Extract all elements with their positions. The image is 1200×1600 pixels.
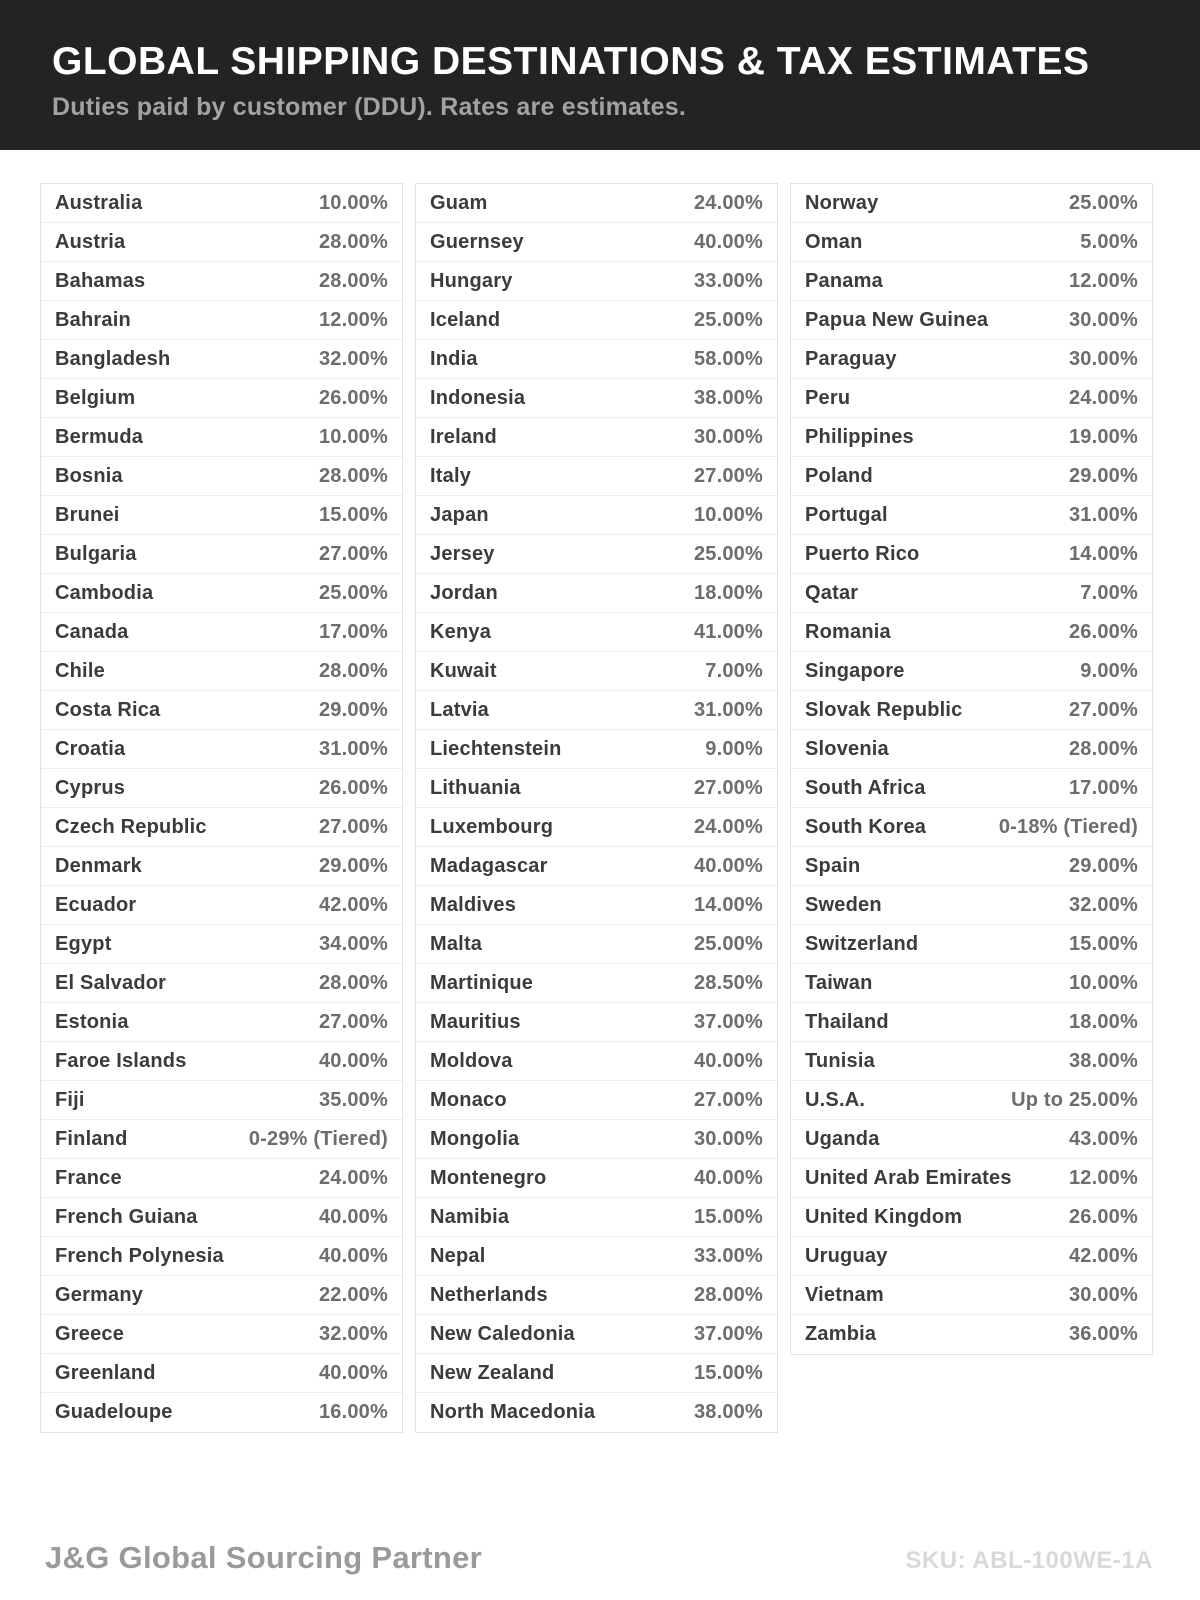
country-name: Cambodia xyxy=(55,581,154,604)
rate-value: 17.00% xyxy=(1068,776,1138,799)
country-name: Cyprus xyxy=(55,776,126,799)
rate-value: 0-29% (Tiered) xyxy=(248,1127,388,1150)
country-name: Fiji xyxy=(55,1088,85,1111)
rate-value: 24.00% xyxy=(318,1166,388,1189)
country-name: Germany xyxy=(55,1283,144,1306)
rate-value: 9.00% xyxy=(1080,659,1138,682)
table-row xyxy=(416,691,777,730)
country-name: Iceland xyxy=(430,308,501,331)
rate-value: 33.00% xyxy=(693,269,763,292)
rate-value: 25.00% xyxy=(693,932,763,955)
rate-value: 40.00% xyxy=(318,1049,388,1072)
table-row xyxy=(791,808,1152,847)
country-name: Greece xyxy=(55,1322,125,1345)
rate-value: 31.00% xyxy=(693,698,763,721)
table-row xyxy=(41,1042,402,1081)
table-row xyxy=(41,808,402,847)
rate-value: 28.00% xyxy=(318,230,388,253)
table-row xyxy=(416,574,777,613)
country-name: Czech Republic xyxy=(55,815,207,838)
table-row xyxy=(791,1159,1152,1198)
country-name: Chile xyxy=(55,659,105,682)
table-row xyxy=(791,379,1152,418)
country-name: Spain xyxy=(805,854,861,877)
rate-value: 28.00% xyxy=(693,1283,763,1306)
table-row xyxy=(41,613,402,652)
table-row xyxy=(41,847,402,886)
rate-value: 31.00% xyxy=(1068,503,1138,526)
rate-value: 30.00% xyxy=(693,1127,763,1150)
country-name: Kenya xyxy=(430,620,492,643)
table-row xyxy=(791,262,1152,301)
table-row xyxy=(791,1042,1152,1081)
rate-value: 27.00% xyxy=(693,776,763,799)
rate-value: 32.00% xyxy=(1068,893,1138,916)
country-name: Croatia xyxy=(55,737,126,760)
country-name: Greenland xyxy=(55,1361,156,1384)
rate-value: 35.00% xyxy=(318,1088,388,1111)
country-name: Egypt xyxy=(55,932,112,955)
country-name: Costa Rica xyxy=(55,698,161,721)
table-row xyxy=(791,886,1152,925)
country-name: Poland xyxy=(805,464,873,487)
table-row xyxy=(416,847,777,886)
rate-value: 15.00% xyxy=(693,1205,763,1228)
country-name: Tunisia xyxy=(805,1049,875,1072)
country-name: Papua New Guinea xyxy=(805,308,989,331)
rate-value: 41.00% xyxy=(693,620,763,643)
country-name: Jordan xyxy=(430,581,498,604)
rate-value: 29.00% xyxy=(318,698,388,721)
country-name: Kuwait xyxy=(430,659,497,682)
table-row xyxy=(41,535,402,574)
country-name: Monaco xyxy=(430,1088,507,1111)
rate-value: 15.00% xyxy=(318,503,388,526)
country-name: El Salvador xyxy=(55,971,167,994)
page-subtitle: Duties paid by customer (DDU). Rates are estimates. xyxy=(52,92,687,121)
rate-value: 27.00% xyxy=(318,542,388,565)
rate-value: 22.00% xyxy=(318,1283,388,1306)
rate-value: 34.00% xyxy=(318,932,388,955)
rate-value: 31.00% xyxy=(318,737,388,760)
table-row xyxy=(791,964,1152,1003)
table-row xyxy=(791,1237,1152,1276)
rate-value: 14.00% xyxy=(1068,542,1138,565)
country-name: Bahrain xyxy=(55,308,131,331)
rate-value: 18.00% xyxy=(693,581,763,604)
rate-value: 40.00% xyxy=(693,1166,763,1189)
table-row xyxy=(791,457,1152,496)
country-name: Guadeloupe xyxy=(55,1401,173,1423)
table-row xyxy=(416,1393,777,1432)
table-row xyxy=(791,730,1152,769)
country-name: New Caledonia xyxy=(430,1322,575,1345)
rate-value: 58.00% xyxy=(693,347,763,370)
brand-name: J&G Global Sourcing Partner xyxy=(45,1540,483,1575)
country-name: Mongolia xyxy=(430,1127,520,1150)
table-row xyxy=(416,1198,777,1237)
rate-value: 28.00% xyxy=(1068,737,1138,760)
country-name: United Kingdom xyxy=(805,1205,963,1228)
country-name: Switzerland xyxy=(805,932,919,955)
rate-value: 14.00% xyxy=(693,893,763,916)
rate-value: 0-18% (Tiered) xyxy=(998,815,1138,838)
country-name: Austria xyxy=(55,230,126,253)
table-row xyxy=(416,652,777,691)
rate-value: 10.00% xyxy=(693,503,763,526)
country-name: South Africa xyxy=(805,776,926,799)
country-name: Moldova xyxy=(430,1049,513,1072)
table-row xyxy=(41,223,402,262)
table-row xyxy=(41,1393,402,1432)
table-row xyxy=(41,1315,402,1354)
rate-value: 24.00% xyxy=(693,191,763,214)
country-name: Bulgaria xyxy=(55,542,137,565)
country-name: Japan xyxy=(430,503,489,526)
rate-value: 16.00% xyxy=(318,1401,388,1423)
table-row xyxy=(41,340,402,379)
country-name: Vietnam xyxy=(805,1283,884,1306)
table-row xyxy=(791,223,1152,262)
rate-value: 29.00% xyxy=(318,854,388,877)
rate-value: 37.00% xyxy=(693,1010,763,1033)
rate-value: 32.00% xyxy=(318,1322,388,1345)
table-column-3 xyxy=(790,183,1153,1355)
table-row xyxy=(416,184,777,223)
rate-value: 37.00% xyxy=(693,1322,763,1345)
rate-value: 28.50% xyxy=(693,971,763,994)
country-name: Namibia xyxy=(430,1205,510,1228)
country-name: Estonia xyxy=(55,1010,129,1033)
rate-value: 18.00% xyxy=(1068,1010,1138,1033)
table-row xyxy=(791,1276,1152,1315)
rate-value: 33.00% xyxy=(693,1244,763,1267)
table-row xyxy=(791,418,1152,457)
table-row xyxy=(416,535,777,574)
table-row xyxy=(791,184,1152,223)
country-name: Luxembourg xyxy=(430,815,554,838)
country-name: Italy xyxy=(430,464,472,487)
rate-value: 28.00% xyxy=(318,659,388,682)
country-name: Jersey xyxy=(430,542,495,565)
country-name: French Polynesia xyxy=(55,1244,224,1267)
rate-value: 38.00% xyxy=(693,386,763,409)
rate-value: 7.00% xyxy=(1080,581,1138,604)
rate-value: 19.00% xyxy=(1068,425,1138,448)
table-column-2 xyxy=(415,183,778,1433)
rate-value: 27.00% xyxy=(1068,698,1138,721)
table-row xyxy=(41,379,402,418)
table-row xyxy=(416,418,777,457)
country-name: Madagascar xyxy=(430,854,548,877)
page-title: GLOBAL SHIPPING DESTINATIONS & TAX ESTIMATES xyxy=(52,40,1090,83)
table-row xyxy=(416,613,777,652)
country-name: Latvia xyxy=(430,698,490,721)
rate-value: 28.00% xyxy=(318,269,388,292)
rate-value: 28.00% xyxy=(318,464,388,487)
rate-value: 10.00% xyxy=(318,425,388,448)
country-name: France xyxy=(55,1166,122,1189)
table-row xyxy=(41,1354,402,1393)
country-name: Paraguay xyxy=(805,347,897,370)
country-name: Bangladesh xyxy=(55,347,171,370)
rate-value: 42.00% xyxy=(318,893,388,916)
table-row xyxy=(791,496,1152,535)
rate-value: 43.00% xyxy=(1068,1127,1138,1150)
rate-value: 32.00% xyxy=(318,347,388,370)
country-name: Hungary xyxy=(430,269,513,292)
country-name: Panama xyxy=(805,269,883,292)
table-row xyxy=(41,1159,402,1198)
country-name: Zambia xyxy=(805,1323,877,1345)
rate-value: 27.00% xyxy=(318,815,388,838)
country-name: Malta xyxy=(430,932,483,955)
rate-value: 25.00% xyxy=(318,581,388,604)
rate-value: 30.00% xyxy=(693,425,763,448)
table-row xyxy=(791,340,1152,379)
country-name: Romania xyxy=(805,620,891,643)
rate-value: 40.00% xyxy=(693,854,763,877)
table-row xyxy=(41,1198,402,1237)
rate-value: 17.00% xyxy=(318,620,388,643)
page-header xyxy=(0,0,1200,150)
rate-value: 29.00% xyxy=(1068,854,1138,877)
table-row xyxy=(41,769,402,808)
country-name: Guam xyxy=(430,191,488,214)
country-name: Ecuador xyxy=(55,893,137,916)
rate-value: 15.00% xyxy=(1068,932,1138,955)
table-row xyxy=(416,1276,777,1315)
rate-value: 40.00% xyxy=(693,1049,763,1072)
country-name: U.S.A. xyxy=(805,1088,866,1111)
table-row xyxy=(791,1120,1152,1159)
table-row xyxy=(791,613,1152,652)
country-name: Bermuda xyxy=(55,425,144,448)
country-name: Lithuania xyxy=(430,776,521,799)
table-row xyxy=(41,1120,402,1159)
country-name: Martinique xyxy=(430,971,534,994)
country-name: Nepal xyxy=(430,1244,486,1267)
country-name: Australia xyxy=(55,191,143,214)
country-name: Norway xyxy=(805,191,879,214)
rate-value: 27.00% xyxy=(693,1088,763,1111)
country-name: North Macedonia xyxy=(430,1401,596,1423)
table-row xyxy=(416,496,777,535)
country-name: Qatar xyxy=(805,581,859,604)
rate-value: 30.00% xyxy=(1068,308,1138,331)
country-name: New Zealand xyxy=(430,1361,555,1384)
sku-label: SKU: ABL-100WE-1A xyxy=(905,1547,1153,1574)
rate-value: 26.00% xyxy=(1068,1205,1138,1228)
rate-value: 5.00% xyxy=(1080,230,1138,253)
table-row xyxy=(416,769,777,808)
table-row xyxy=(791,652,1152,691)
table-row xyxy=(41,574,402,613)
table-row xyxy=(41,496,402,535)
rate-value: 40.00% xyxy=(693,230,763,253)
rate-value: 12.00% xyxy=(1068,1166,1138,1189)
table-row xyxy=(791,691,1152,730)
table-row xyxy=(791,1315,1152,1354)
country-name: Guernsey xyxy=(430,230,524,253)
table-row xyxy=(416,964,777,1003)
tax-rate-table xyxy=(40,183,1153,1433)
rate-value: 38.00% xyxy=(693,1401,763,1423)
table-column-1 xyxy=(40,183,403,1433)
table-row xyxy=(416,1003,777,1042)
country-name: India xyxy=(430,347,478,370)
table-row xyxy=(791,301,1152,340)
rate-value: 25.00% xyxy=(693,542,763,565)
table-row xyxy=(416,1081,777,1120)
table-row xyxy=(41,1237,402,1276)
rate-value: 25.00% xyxy=(1068,191,1138,214)
table-row xyxy=(416,1315,777,1354)
table-row xyxy=(41,730,402,769)
rate-value: 24.00% xyxy=(1068,386,1138,409)
rate-value: 10.00% xyxy=(318,191,388,214)
country-name: Philippines xyxy=(805,425,914,448)
rate-value: 30.00% xyxy=(1068,347,1138,370)
country-name: Finland xyxy=(55,1127,128,1150)
country-name: Thailand xyxy=(805,1010,889,1033)
table-row xyxy=(416,301,777,340)
table-row xyxy=(416,457,777,496)
table-row xyxy=(791,1081,1152,1120)
country-name: Oman xyxy=(805,230,863,253)
table-row xyxy=(416,1237,777,1276)
table-row xyxy=(41,964,402,1003)
country-name: Canada xyxy=(55,620,129,643)
country-name: Indonesia xyxy=(430,386,526,409)
table-row xyxy=(791,574,1152,613)
country-name: French Guiana xyxy=(55,1205,198,1228)
table-row xyxy=(41,1276,402,1315)
table-row xyxy=(41,925,402,964)
table-row xyxy=(41,886,402,925)
rate-value: 15.00% xyxy=(693,1361,763,1384)
rate-value: 26.00% xyxy=(318,386,388,409)
table-row xyxy=(416,808,777,847)
table-row xyxy=(41,418,402,457)
country-name: Liechtenstein xyxy=(430,737,562,760)
country-name: Bosnia xyxy=(55,464,123,487)
table-row xyxy=(41,301,402,340)
table-row xyxy=(416,1159,777,1198)
table-row xyxy=(416,340,777,379)
table-row xyxy=(41,1081,402,1120)
page-footer xyxy=(45,1540,1153,1576)
table-row xyxy=(41,457,402,496)
table-row xyxy=(416,1120,777,1159)
rate-value: 27.00% xyxy=(318,1010,388,1033)
country-name: Montenegro xyxy=(430,1166,547,1189)
rate-value: 40.00% xyxy=(318,1244,388,1267)
country-name: Belgium xyxy=(55,386,136,409)
country-name: Singapore xyxy=(805,659,905,682)
rate-value: 38.00% xyxy=(1068,1049,1138,1072)
rate-value: 36.00% xyxy=(1068,1323,1138,1345)
rate-value: 29.00% xyxy=(1068,464,1138,487)
country-name: South Korea xyxy=(805,815,927,838)
country-name: Brunei xyxy=(55,503,120,526)
rate-value: 9.00% xyxy=(705,737,763,760)
rate-value: Up to 25.00% xyxy=(1011,1088,1138,1111)
table-row xyxy=(416,223,777,262)
rate-value: 12.00% xyxy=(1068,269,1138,292)
country-name: Slovenia xyxy=(805,737,889,760)
table-row xyxy=(791,1003,1152,1042)
country-name: Puerto Rico xyxy=(805,542,920,565)
country-name: Ireland xyxy=(430,425,497,448)
rate-value: 7.00% xyxy=(705,659,763,682)
country-name: Mauritius xyxy=(430,1010,521,1033)
country-name: Sweden xyxy=(805,893,882,916)
rate-value: 26.00% xyxy=(318,776,388,799)
table-row xyxy=(416,262,777,301)
rate-value: 24.00% xyxy=(693,815,763,838)
rate-value: 26.00% xyxy=(1068,620,1138,643)
table-row xyxy=(791,769,1152,808)
country-name: United Arab Emirates xyxy=(805,1166,1012,1189)
table-row xyxy=(791,1198,1152,1237)
table-row xyxy=(41,1003,402,1042)
rate-value: 40.00% xyxy=(318,1361,388,1384)
country-name: Netherlands xyxy=(430,1283,548,1306)
table-row xyxy=(416,925,777,964)
rate-value: 27.00% xyxy=(693,464,763,487)
country-name: Uruguay xyxy=(805,1244,888,1267)
table-row xyxy=(791,925,1152,964)
table-row xyxy=(41,184,402,223)
country-name: Maldives xyxy=(430,893,517,916)
rate-value: 25.00% xyxy=(693,308,763,331)
country-name: Denmark xyxy=(55,854,142,877)
country-name: Faroe Islands xyxy=(55,1049,187,1072)
table-row xyxy=(416,730,777,769)
table-row xyxy=(41,652,402,691)
rate-value: 42.00% xyxy=(1068,1244,1138,1267)
country-name: Peru xyxy=(805,386,851,409)
rate-value: 12.00% xyxy=(318,308,388,331)
table-row xyxy=(416,886,777,925)
table-row xyxy=(416,1042,777,1081)
rate-value: 30.00% xyxy=(1068,1283,1138,1306)
table-row xyxy=(416,379,777,418)
rate-value: 10.00% xyxy=(1068,971,1138,994)
country-name: Portugal xyxy=(805,503,888,526)
rate-value: 28.00% xyxy=(318,971,388,994)
country-name: Uganda xyxy=(805,1127,880,1150)
table-row xyxy=(41,262,402,301)
country-name: Taiwan xyxy=(805,971,873,994)
country-name: Bahamas xyxy=(55,269,146,292)
table-row xyxy=(416,1354,777,1393)
rate-value: 40.00% xyxy=(318,1205,388,1228)
table-row xyxy=(791,847,1152,886)
table-row xyxy=(41,691,402,730)
country-name: Slovak Republic xyxy=(805,698,963,721)
table-row xyxy=(791,535,1152,574)
